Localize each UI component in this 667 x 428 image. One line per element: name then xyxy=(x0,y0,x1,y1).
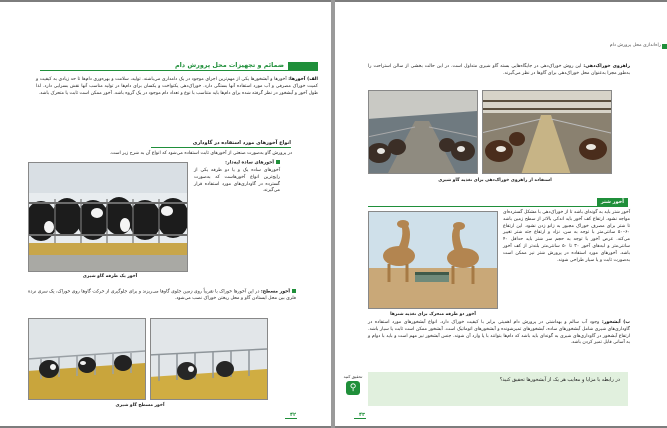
intro-paragraph xyxy=(36,77,318,97)
running-head-marker xyxy=(662,44,667,49)
water-term: ب) آبشخور: xyxy=(601,320,631,325)
camel-heading-text: آخور شتر xyxy=(597,198,628,206)
photo2-caption: آخور مسطح گاو شیری xyxy=(115,403,165,408)
photo-flat-feeder-a xyxy=(28,318,146,400)
chapter-tab xyxy=(288,62,318,70)
photo3-caption: استفاده از راهروی خوراک‌دهی برای تغذیه گاو شیری xyxy=(438,178,552,183)
photo1-caption: آخور یک طرفه گاو شیری xyxy=(82,274,138,279)
photo4-caption: آخور دو طرفه متحرک برای تغذیه شترها xyxy=(390,312,476,317)
research-label: تحقیق کنید xyxy=(343,374,363,379)
bullet-square xyxy=(292,289,296,293)
right-page xyxy=(335,2,667,426)
search-icon: ⚲ xyxy=(346,381,360,395)
left-page xyxy=(0,2,331,426)
camel-feeder-image xyxy=(368,212,497,309)
feed-lane-text: این روش خوراک‌دهی در جایگاه‌هایی بسته گاو شیری متداول است. در این حالت بخشی از سالن استراحت را به‌طور مجزا به‌عنوان محل خوراک‌دهی برای گاوها در نظر می‌گیرند. xyxy=(368,64,630,76)
section-heading-feeder-types xyxy=(151,140,291,148)
flat-feeder-image-a xyxy=(28,319,145,400)
photo-feed-lane-b xyxy=(482,90,612,174)
photo-camel-feeder xyxy=(368,211,498,309)
running-head: راه‌اندازی محل پرورش دام xyxy=(609,43,661,48)
question-text: در رابطه با مزایا و معایب هر یک از آبشخورها تحقیق کنید؟ xyxy=(499,377,620,383)
photo-flat-feeder-b xyxy=(150,318,268,400)
item1-title xyxy=(194,160,280,167)
bullet-square xyxy=(276,160,280,164)
section-intro: در پرورش گاو به‌صورت صنعتی از آخورهای ثابت استفاده می‌شود که انواع آن به شرح زیر است. xyxy=(109,151,292,156)
photo-one-sided-feeder xyxy=(28,162,188,272)
feed-lane-paragraph xyxy=(368,64,630,78)
flat-feeder-image-b xyxy=(150,319,267,400)
feed-lane-image-a xyxy=(368,91,477,174)
water-text: وجود آب سالم و بهداشتی در پرورش دام اهمیتی برابر با کیفیت خوراک دارد. انواع آبشخورهای مورد استفاده در گاوداری‌های شیری شامل آبشخورهای ساده، آبشخورهای تمیزشونده و آبشخورهای اتوماتیک است. آبشخور ممکن است ثابت یا سیار باشد. ارتفاع آبشخور در گاوداری‌های شیری به گونه‌ای باید باشد که دام‌ها بتوانند با پا وارد آن شوند. جنس آبشخور نیز مهم است و باید با دوام و به آسانی قابل تمیز کردن باشد. xyxy=(368,320,630,346)
cows-feeder-image xyxy=(28,163,187,272)
feed-lane-term: راهروی خوراک‌دهی: xyxy=(583,64,630,69)
chapter-title: ضمائم و تجهیزات محل پرورش دام xyxy=(174,61,284,69)
research-question-box xyxy=(368,372,628,406)
research-badge xyxy=(341,372,365,406)
intro-text: آخورها و آبشخورها یکی از مهم‌ترین اجزای موجود در یک دامداری می‌باشند. تولید، سلامت و بهره‌وری دام‌ها تا حد زیادی به کیفیت و کمیت خوراک مصرفی و آب مورد استفاده آنها بستگی دارد. خوراک‌دهی یکنواخت و یکسان برای دام‌ها در تولید مناسب آنها نقش بسزایی دارد. لذا طول آخور و آبشخور در نظر گرفته شده برای دام‌ها باید متناسب با نوع و تعداد دام موجود در یک گروه باشد. آخور ممکن است ثابت یا متحرک باشد. xyxy=(36,77,318,96)
intro-term: الف) آخورها: xyxy=(288,77,318,82)
item1-title-text: آخورهای ساده لبه‌دار: xyxy=(225,160,274,166)
page-number-right: ۴۳ xyxy=(359,412,366,418)
chapter-header xyxy=(40,61,318,71)
item1-text: آخورهای ساده یک و یا دو طرفه یکی از رایج‌ترین انواع آخورهاست که به‌صورت گسترده در گاوداری‌های مورد استفاده قرار می‌گیرند. xyxy=(194,168,280,194)
camel-text: آخور شتر باید به گونه‌ای باشد تا از خوراک‌دهی با مشکل گسترده‌ای مواجه نشود. ارتفاع کف آخور باید اندکی بالاتر از سطح زمین باشد تا شتر برای مصرف خوراک مجبور به زانو زدن نشود. این ارتفاع ۶۰–۵۰ سانتی‌متر با توجه به سن، نژاد و ارتفاع جثه شتر تغییر می‌کند. عرض آخور با توجه به حجم سر شتر باید حداقل ۴۰ سانتی‌متر و لبه‌های آخور ۳۰ تا ۵۰ سانتی‌متر بلندتر از کف آخور باشد. آخورهای مورد استفاده در پرورش شتر نیز ممکن است به‌صورت ثابت و یا سیار طراحی شوند. xyxy=(503,210,630,263)
feed-lane-image-b xyxy=(482,91,611,174)
item2-title: آخور مسطح: xyxy=(260,289,290,295)
item2-paragraph xyxy=(28,289,296,303)
camel-heading xyxy=(368,198,628,207)
item2-text: در این آخورها خوراک با تقریباً روی زمین جلوی گاوها می‌ریزند و برای جلوگیری از حرکت گاوها روی خوراک، یک سری نرده فلزی بین محل ایستادن گاو و محل ریختن خوراک نصب می‌شود. xyxy=(28,289,296,302)
water-paragraph xyxy=(368,320,630,347)
section-heading-text: انواع آخورهای مورد استفاده در گاوداری xyxy=(192,140,291,146)
page-number-left: ۴۲ xyxy=(290,412,297,418)
photo-feed-lane-a xyxy=(368,90,478,174)
